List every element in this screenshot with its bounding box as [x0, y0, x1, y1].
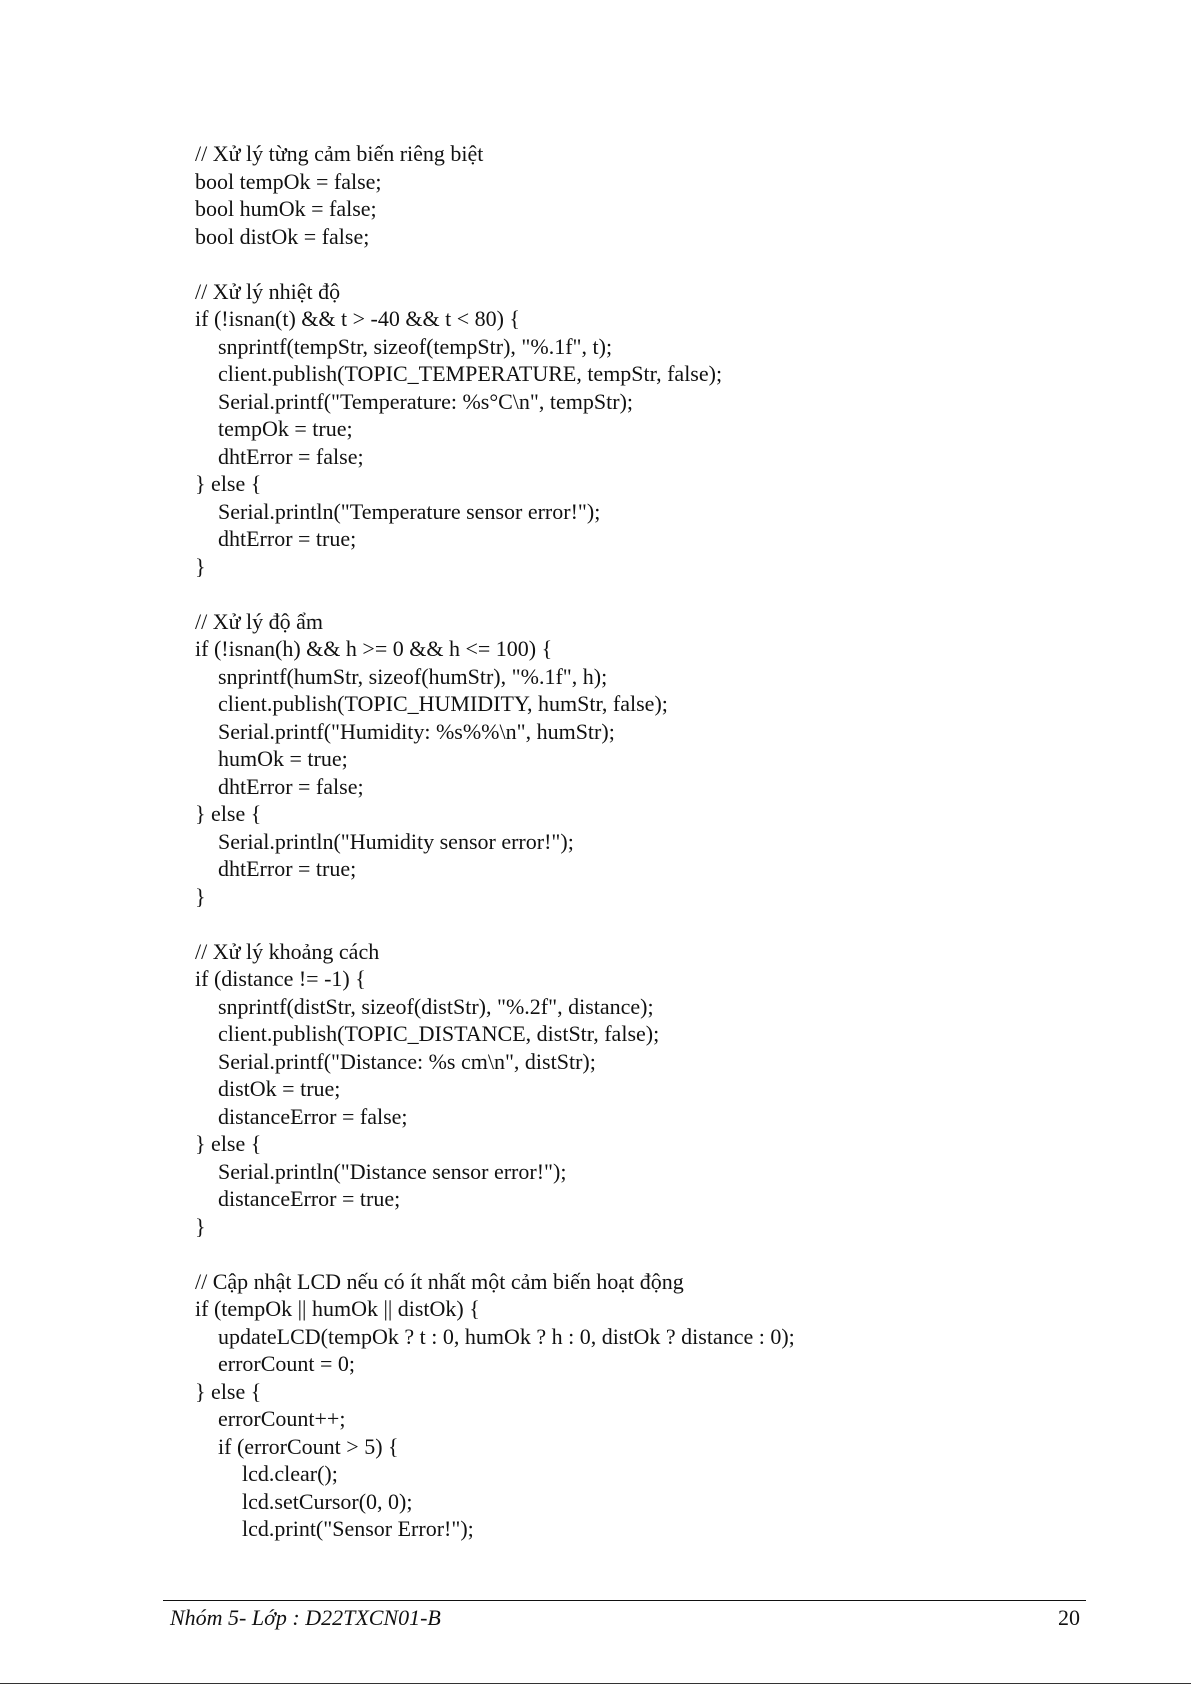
- code-line: distanceError = true;: [218, 1186, 401, 1211]
- code-line: } else {: [195, 1378, 262, 1404]
- code-line: if (tempOk || humOk || distOk) {: [195, 1296, 480, 1321]
- code-line: if (errorCount > 5) {: [218, 1433, 399, 1459]
- code-line: client.publish(TOPIC_TEMPERATURE, tempStr, false);: [218, 361, 723, 386]
- code-line: distOk = true;: [218, 1076, 341, 1101]
- code-line: snprintf(humStr, sizeof(humStr), "%.1f", h);: [218, 663, 608, 689]
- code-line: lcd.print("Sensor Error!");: [242, 1516, 474, 1541]
- code-line: if (!isnan(h) && h >= 0 && h <= 100) {: [195, 636, 553, 661]
- code-line: }: [195, 1213, 206, 1239]
- code-line: errorCount = 0;: [218, 1351, 356, 1376]
- code-line: Serial.printf("Distance: %s cm\n", distStr);: [218, 1048, 596, 1074]
- footer-group-class: Nhóm 5- Lớp : D22TXCN01-B: [170, 1605, 441, 1630]
- blank-line: [195, 580, 1095, 608]
- code-comment-line: // Xử lý từng cảm biến riêng biệt: [195, 141, 484, 166]
- code-comment-line: // Xử lý độ ẩm: [195, 608, 324, 634]
- code-line: tempOk = true;: [218, 416, 353, 441]
- code-line: dhtError = true;: [218, 856, 357, 881]
- code-line: lcd.setCursor(0, 0);: [242, 1488, 413, 1514]
- code-line: Serial.println("Humidity sensor error!");: [218, 828, 574, 854]
- code-line: snprintf(tempStr, sizeof(tempStr), "%.1f", t);: [218, 333, 613, 359]
- blank-line: [195, 910, 1095, 938]
- code-line: Serial.println("Temperature sensor error!");: [218, 498, 601, 524]
- blank-line: [195, 250, 1095, 278]
- code-line: dhtError = true;: [218, 526, 357, 551]
- code-line: Serial.printf("Temperature: %s°C\n", tempStr);: [218, 388, 634, 414]
- code-line: bool distOk = false;: [195, 223, 370, 249]
- code-comment-line: // Cập nhật LCD nếu có ít nhất một cảm biến hoạt động: [195, 1268, 684, 1294]
- code-listing: [195, 140, 1095, 1543]
- code-line: updateLCD(tempOk ? t : 0, humOk ? h : 0, distOk ? distance : 0);: [218, 1323, 795, 1349]
- code-line: humOk = true;: [218, 746, 348, 771]
- code-line: distanceError = false;: [218, 1103, 408, 1129]
- footer-divider: [163, 1600, 1086, 1601]
- code-line: dhtError = false;: [218, 443, 364, 469]
- code-comment-line: // Xử lý nhiệt độ: [195, 278, 341, 304]
- code-line: if (distance != -1) {: [195, 966, 366, 991]
- page-number: 20: [1058, 1605, 1080, 1630]
- code-line: lcd.clear();: [242, 1461, 338, 1486]
- code-line: } else {: [195, 801, 262, 826]
- code-line: if (!isnan(t) && t > -40 && t < 80) {: [195, 306, 520, 331]
- code-line: } else {: [195, 1131, 262, 1156]
- code-line: errorCount++;: [218, 1406, 346, 1431]
- code-line: bool tempOk = false;: [195, 168, 382, 194]
- code-line: }: [195, 553, 206, 579]
- code-line: bool humOk = false;: [195, 196, 377, 221]
- code-line: Serial.println("Distance sensor error!");: [218, 1158, 567, 1184]
- code-line: dhtError = false;: [218, 773, 364, 799]
- code-line: Serial.printf("Humidity: %s%%\n", humStr);: [218, 718, 615, 744]
- page-bottom-edge: [0, 1683, 1191, 1684]
- code-line: } else {: [195, 471, 262, 496]
- code-line: client.publish(TOPIC_HUMIDITY, humStr, false);: [218, 691, 668, 716]
- code-line: snprintf(distStr, sizeof(distStr), "%.2f", distance);: [218, 993, 654, 1019]
- code-line: }: [195, 883, 206, 909]
- blank-line: [195, 1240, 1095, 1268]
- code-comment-line: // Xử lý khoảng cách: [195, 938, 380, 964]
- code-line: client.publish(TOPIC_DISTANCE, distStr, false);: [218, 1021, 660, 1046]
